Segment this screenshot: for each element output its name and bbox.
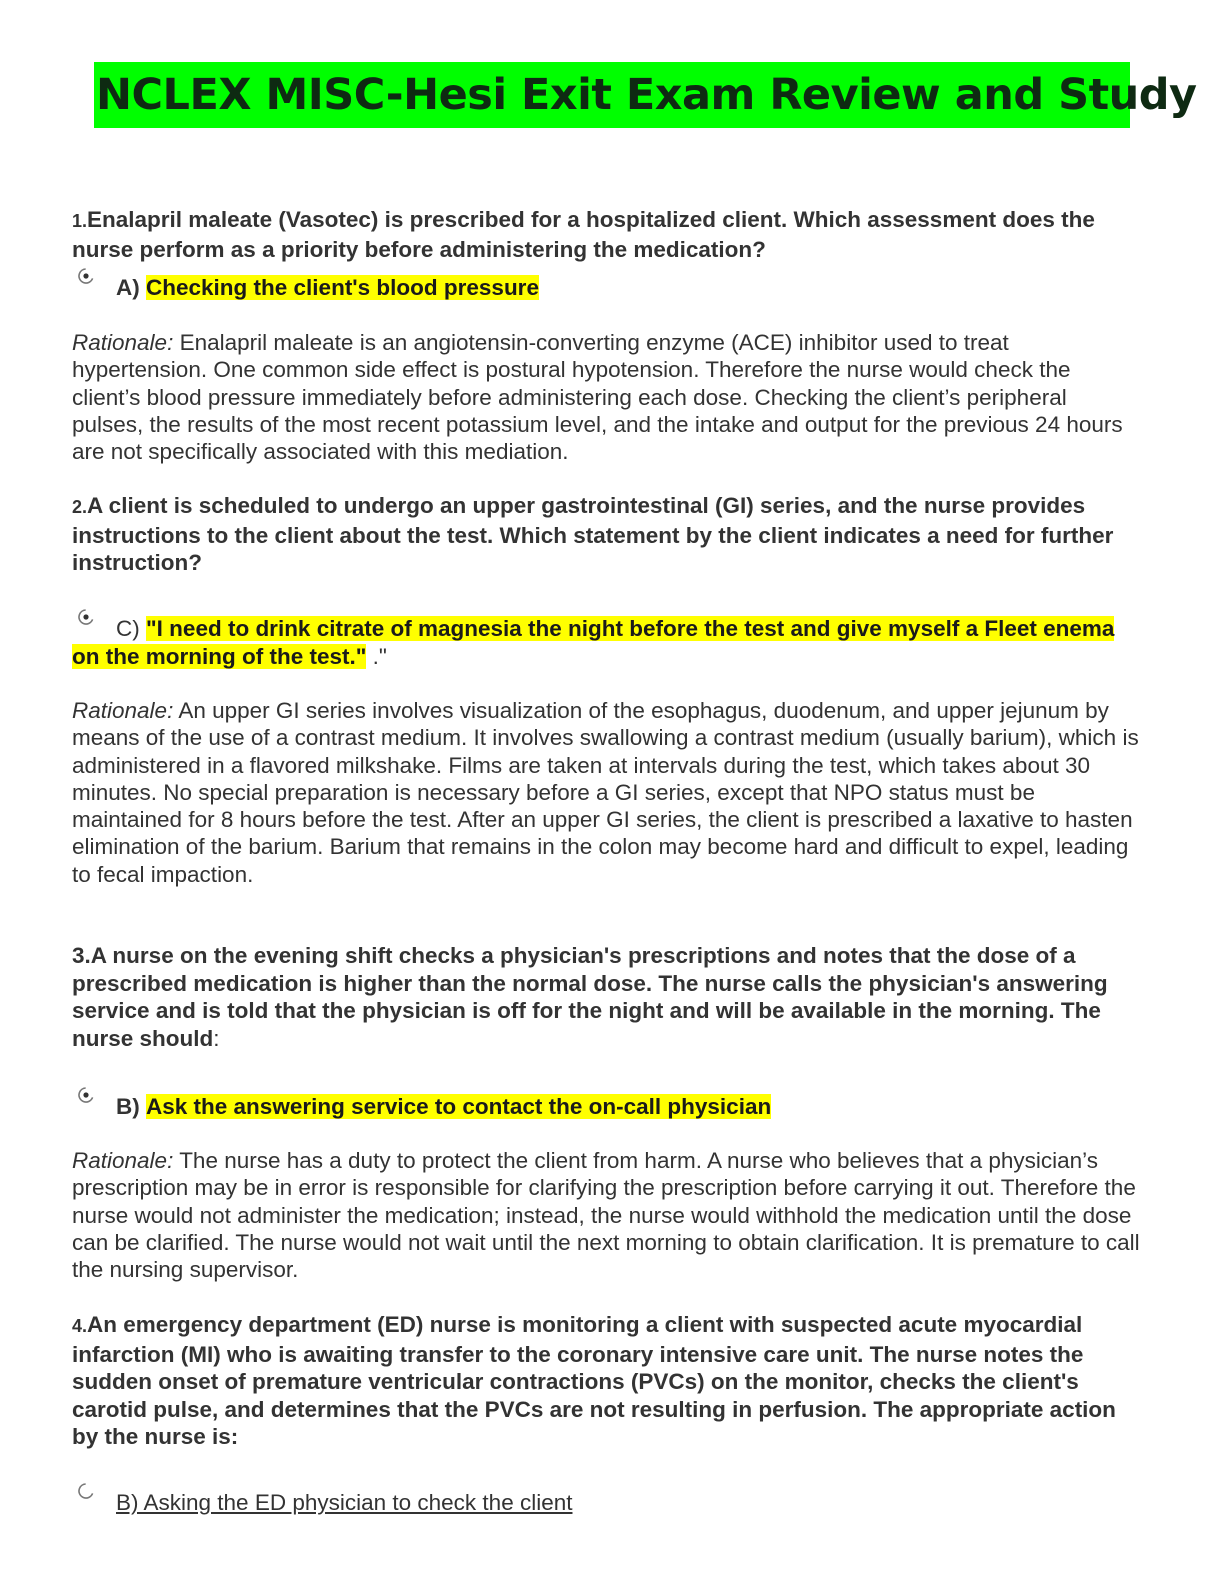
rationale-label: Rationale:: [72, 698, 174, 723]
rationale-2: [72, 697, 1142, 888]
answer-3: [116, 1093, 1116, 1121]
question-number: 1.: [72, 211, 88, 231]
answer-letter: B): [116, 1094, 140, 1119]
radio-selected-icon[interactable]: [76, 1085, 96, 1105]
question-number: 4.: [72, 1316, 88, 1336]
answer-highlight: Ask the answering service to contact the on-call physician: [146, 1094, 772, 1119]
radio-unselected-icon[interactable]: [76, 1481, 96, 1501]
rationale-1: [72, 329, 1142, 465]
answer-letter: C): [116, 616, 140, 641]
answer-4: [116, 1489, 1116, 1517]
question-text: An emergency department (ED) nurse is monitoring a client with suspected acute myocardial infarction (MI) who is awaiting transfer to the coronary intensive care unit. The nurse notes the sudden onset of premature ventricular contractions (PVCs) on the monitor, checks the client's carotid pulse, and determines that the PVCs are not resulting in perfusion. The appropriate action by the nurse is:: [72, 1312, 1116, 1449]
rationale-text: Enalapril maleate is an angiotensin-converting enzyme (ACE) inhibitor used to treat hypertension. One common side effect is postural hypotension. Therefore the nurse would check the client’s blood pressure immediately before administering each dose. Checking the client’s peripheral pulses, the results of the most recent potassium level, and the intake and output for the previous 24 hours are not specifically associated with this mediation.: [72, 330, 1123, 465]
document-title: NCLEX MISC-Hesi Exit Exam Review and Study: [94, 62, 1130, 128]
question-text: Enalapril maleate (Vasotec) is prescribed for a hospitalized client. Which assessment does the nurse perform as a priority before administering the medication?: [72, 207, 1095, 262]
question-1: [72, 206, 1142, 263]
answer-link[interactable]: B) Asking the ED physician to check the client: [116, 1490, 573, 1515]
answer-letter: A): [116, 275, 140, 300]
question-4: [72, 1311, 1142, 1451]
answer-suffix: .": [372, 644, 387, 669]
rationale-label: Rationale:: [72, 330, 174, 355]
rationale-3: [72, 1147, 1142, 1283]
answer-highlight: Checking the client's blood pressure: [146, 275, 539, 300]
rationale-text: An upper GI series involves visualization of the esophagus, duodenum, and upper jejunum by means of the use of a contrast medium. It involves swallowing a contrast medium (usually barium), which is administered in a flavored milkshake. Films are taken at intervals during the test, which takes about 30 minutes. No special preparation is necessary before a GI series, except that NPO status must be maintained for 8 hours before the test. After an upper GI series, the client is prescribed a laxative to hasten elimination of the barium. Barium that remains in the colon may become hard and difficult to expel, leading to fecal impaction.: [72, 698, 1139, 887]
rationale-text: The nurse has a duty to protect the client from harm. A nurse who believes that a physician’s prescription may be in error is responsible for clarifying the prescription before carrying it out. Therefore the nurse would not administer the medication; instead, the nurse would withhold the medication until the dose can be clarified. The nurse would not wait until the next morning to obtain clarification. It is premature to call the nursing supervisor.: [72, 1148, 1140, 1283]
question-number: 3.: [72, 943, 91, 968]
question-suffix: :: [213, 1025, 220, 1051]
question-3: [72, 942, 1142, 1052]
question-text: A nurse on the evening shift checks a physician's prescriptions and notes that the dose of a prescribed medication is higher than the normal dose. The nurse calls the physician's answering service and is told that the physician is off for the night and will be available in the morning. The nurse should: [72, 943, 1108, 1051]
question-text: A client is scheduled to undergo an upper gastrointestinal (GI) series, and the nurse provides instructions to the client about the test. Which statement by the client indicates a need for further instruction?: [72, 493, 1114, 575]
answer-1: [116, 274, 1116, 302]
question-2: [72, 492, 1142, 577]
rationale-label: Rationale:: [72, 1148, 174, 1173]
answer-2: [72, 615, 1142, 671]
question-number: 2.: [72, 497, 88, 517]
radio-selected-icon[interactable]: [76, 266, 96, 286]
answer-highlight: "I need to drink citrate of magnesia the night before the test and give myself a Fleet enema on the morning of the test.": [72, 616, 1115, 669]
